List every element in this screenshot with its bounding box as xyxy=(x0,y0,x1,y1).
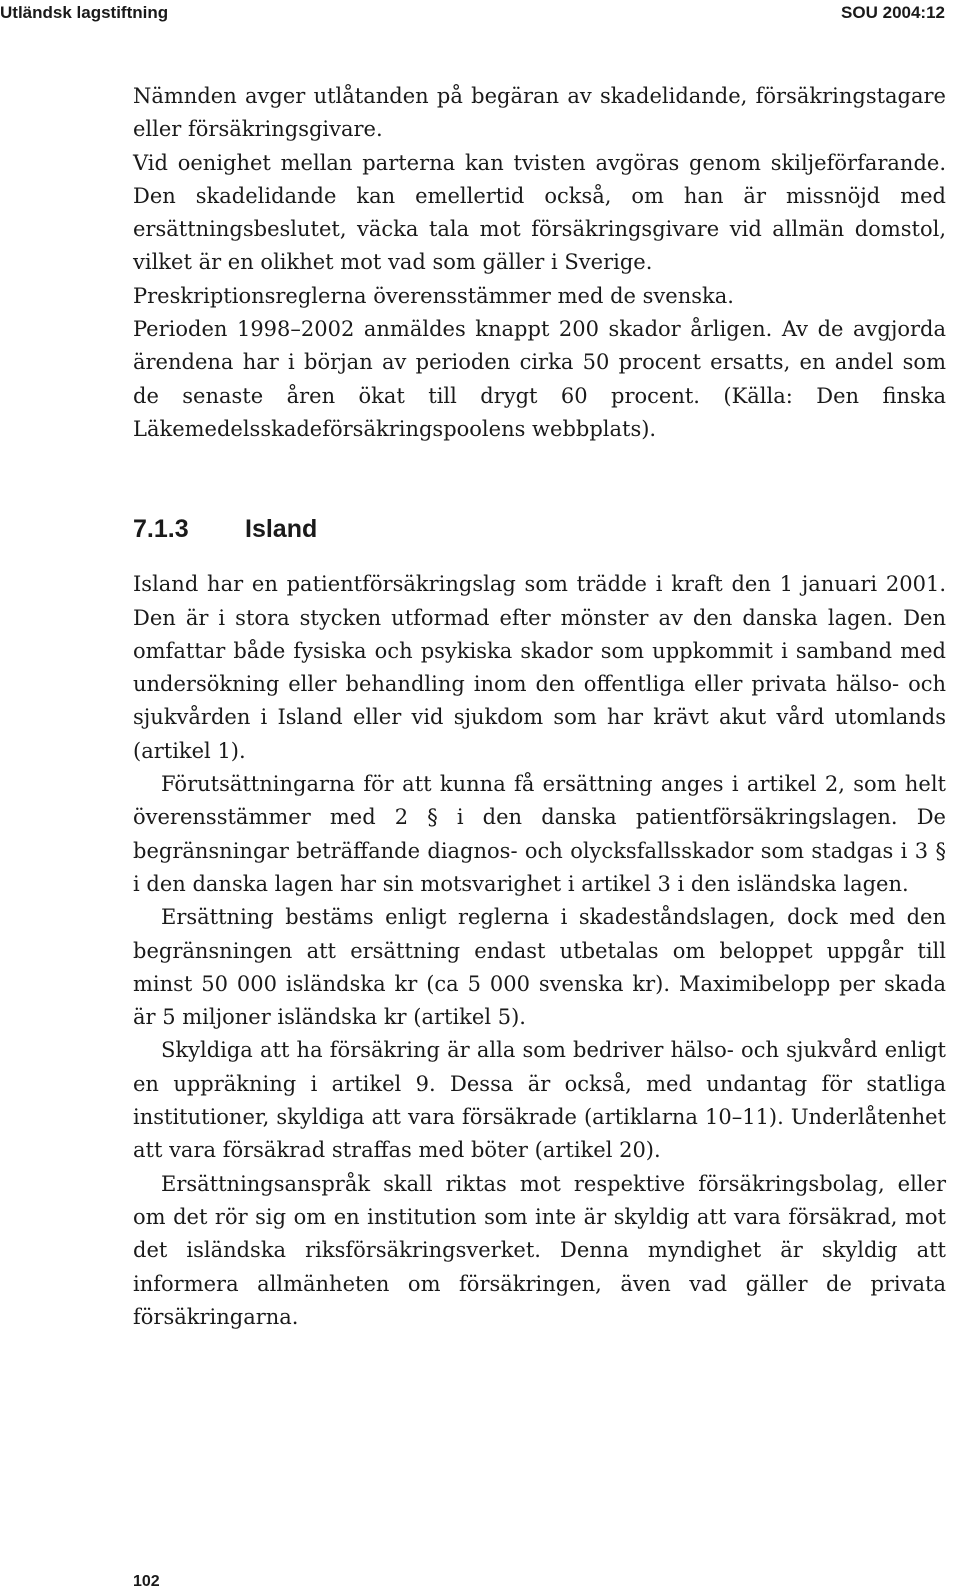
section-title: Island xyxy=(245,515,318,544)
paragraph: Island har en patientförsäkringslag som trädde i kraft den 1 januari 2001. Den är i stora stycken utformad efter mönster av den danska lagen. Den omfattar både fysiska och psykiska skador som uppkommit i samband med undersökning eller behandling inom den offentliga eller privata hälso- och sjukvården i Island eller vid sjukdom som har krävt akut vård utomlands (artikel 1). xyxy=(133,572,946,763)
paragraph: Vid oenighet mellan parterna kan tvisten avgöras genom skiljeförfarande. Den skadelidande kan emellertid också, om han är missnöjd med ersättningsbeslutet, väcka tala mot försäkringsgivare vid allmän domstol, vilket är en olikhet mot vad som gäller i Sverige. xyxy=(133,150,946,275)
header-chapter-title: Utländsk lagstiftning xyxy=(0,3,169,22)
section-number: 7.1.3 xyxy=(133,515,189,544)
section-heading xyxy=(133,512,946,546)
page-number: 102 xyxy=(133,1573,160,1590)
paragraph: Nämnden avger utlåtanden på begäran av skadelidande, försäkringstagare eller försäkringsgivare. xyxy=(133,84,946,142)
page-body xyxy=(133,80,946,1334)
paragraph: Preskriptionsreglerna överensstämmer med de svenska. xyxy=(133,283,734,308)
paragraph: Ersättningsanspråk skall riktas mot respektive försäkringsbolag, eller om det rör sig om en institution som inte är skyldig att vara försäkrad, mot det isländska riksförsäkringsverket. Denna myndighet är skyldig att informera allmänheten om försäkringen, även vad gäller de privata försäkringarna. xyxy=(133,1171,946,1329)
paragraph: Perioden 1998–2002 anmäldes knappt 200 skador årligen. Av de avgjorda ärendena har i början av perioden cirka 50 procent ersatts, en andel som de senaste åren ökat till drygt 60 procent. (Källa: Den finska Läkemedelsskadeförsäkringspoolens webbplats). xyxy=(133,317,946,441)
paragraph: Ersättning bestäms enligt reglerna i skadeståndslagen, dock med den begränsningen att ersättning endast utbetalas om beloppet uppgår till minst 50 000 isländska kr (ca 5 000 svenska kr). Maximibelopp per skada är 5 miljoner isländska kr (artikel 5). xyxy=(133,905,946,1030)
paragraph: Förutsättningarna för att kunna få ersättning anges i artikel 2, som helt överensstämmer med 2 § i den danska patientförsäkringslagen. De begränsningar beträffande diagnos- och olycksfallsskador som stadgas i 3 § i den danska lagen har sin motsvarighet i artikel 3 i den isländska lagen. xyxy=(133,772,946,896)
running-header xyxy=(0,0,960,26)
paragraph: Skyldiga att ha försäkring är alla som bedriver hälso- och sjukvård enligt en uppräkning i artikel 9. Dessa är också, med undantag för statliga institutioner, skyldiga att vara försäkrade (artiklarna 10–11). Underlåtenhet att vara försäkrad straffas med böter (artikel 20). xyxy=(133,1038,946,1163)
header-report-id: SOU 2004:12 xyxy=(841,3,945,22)
